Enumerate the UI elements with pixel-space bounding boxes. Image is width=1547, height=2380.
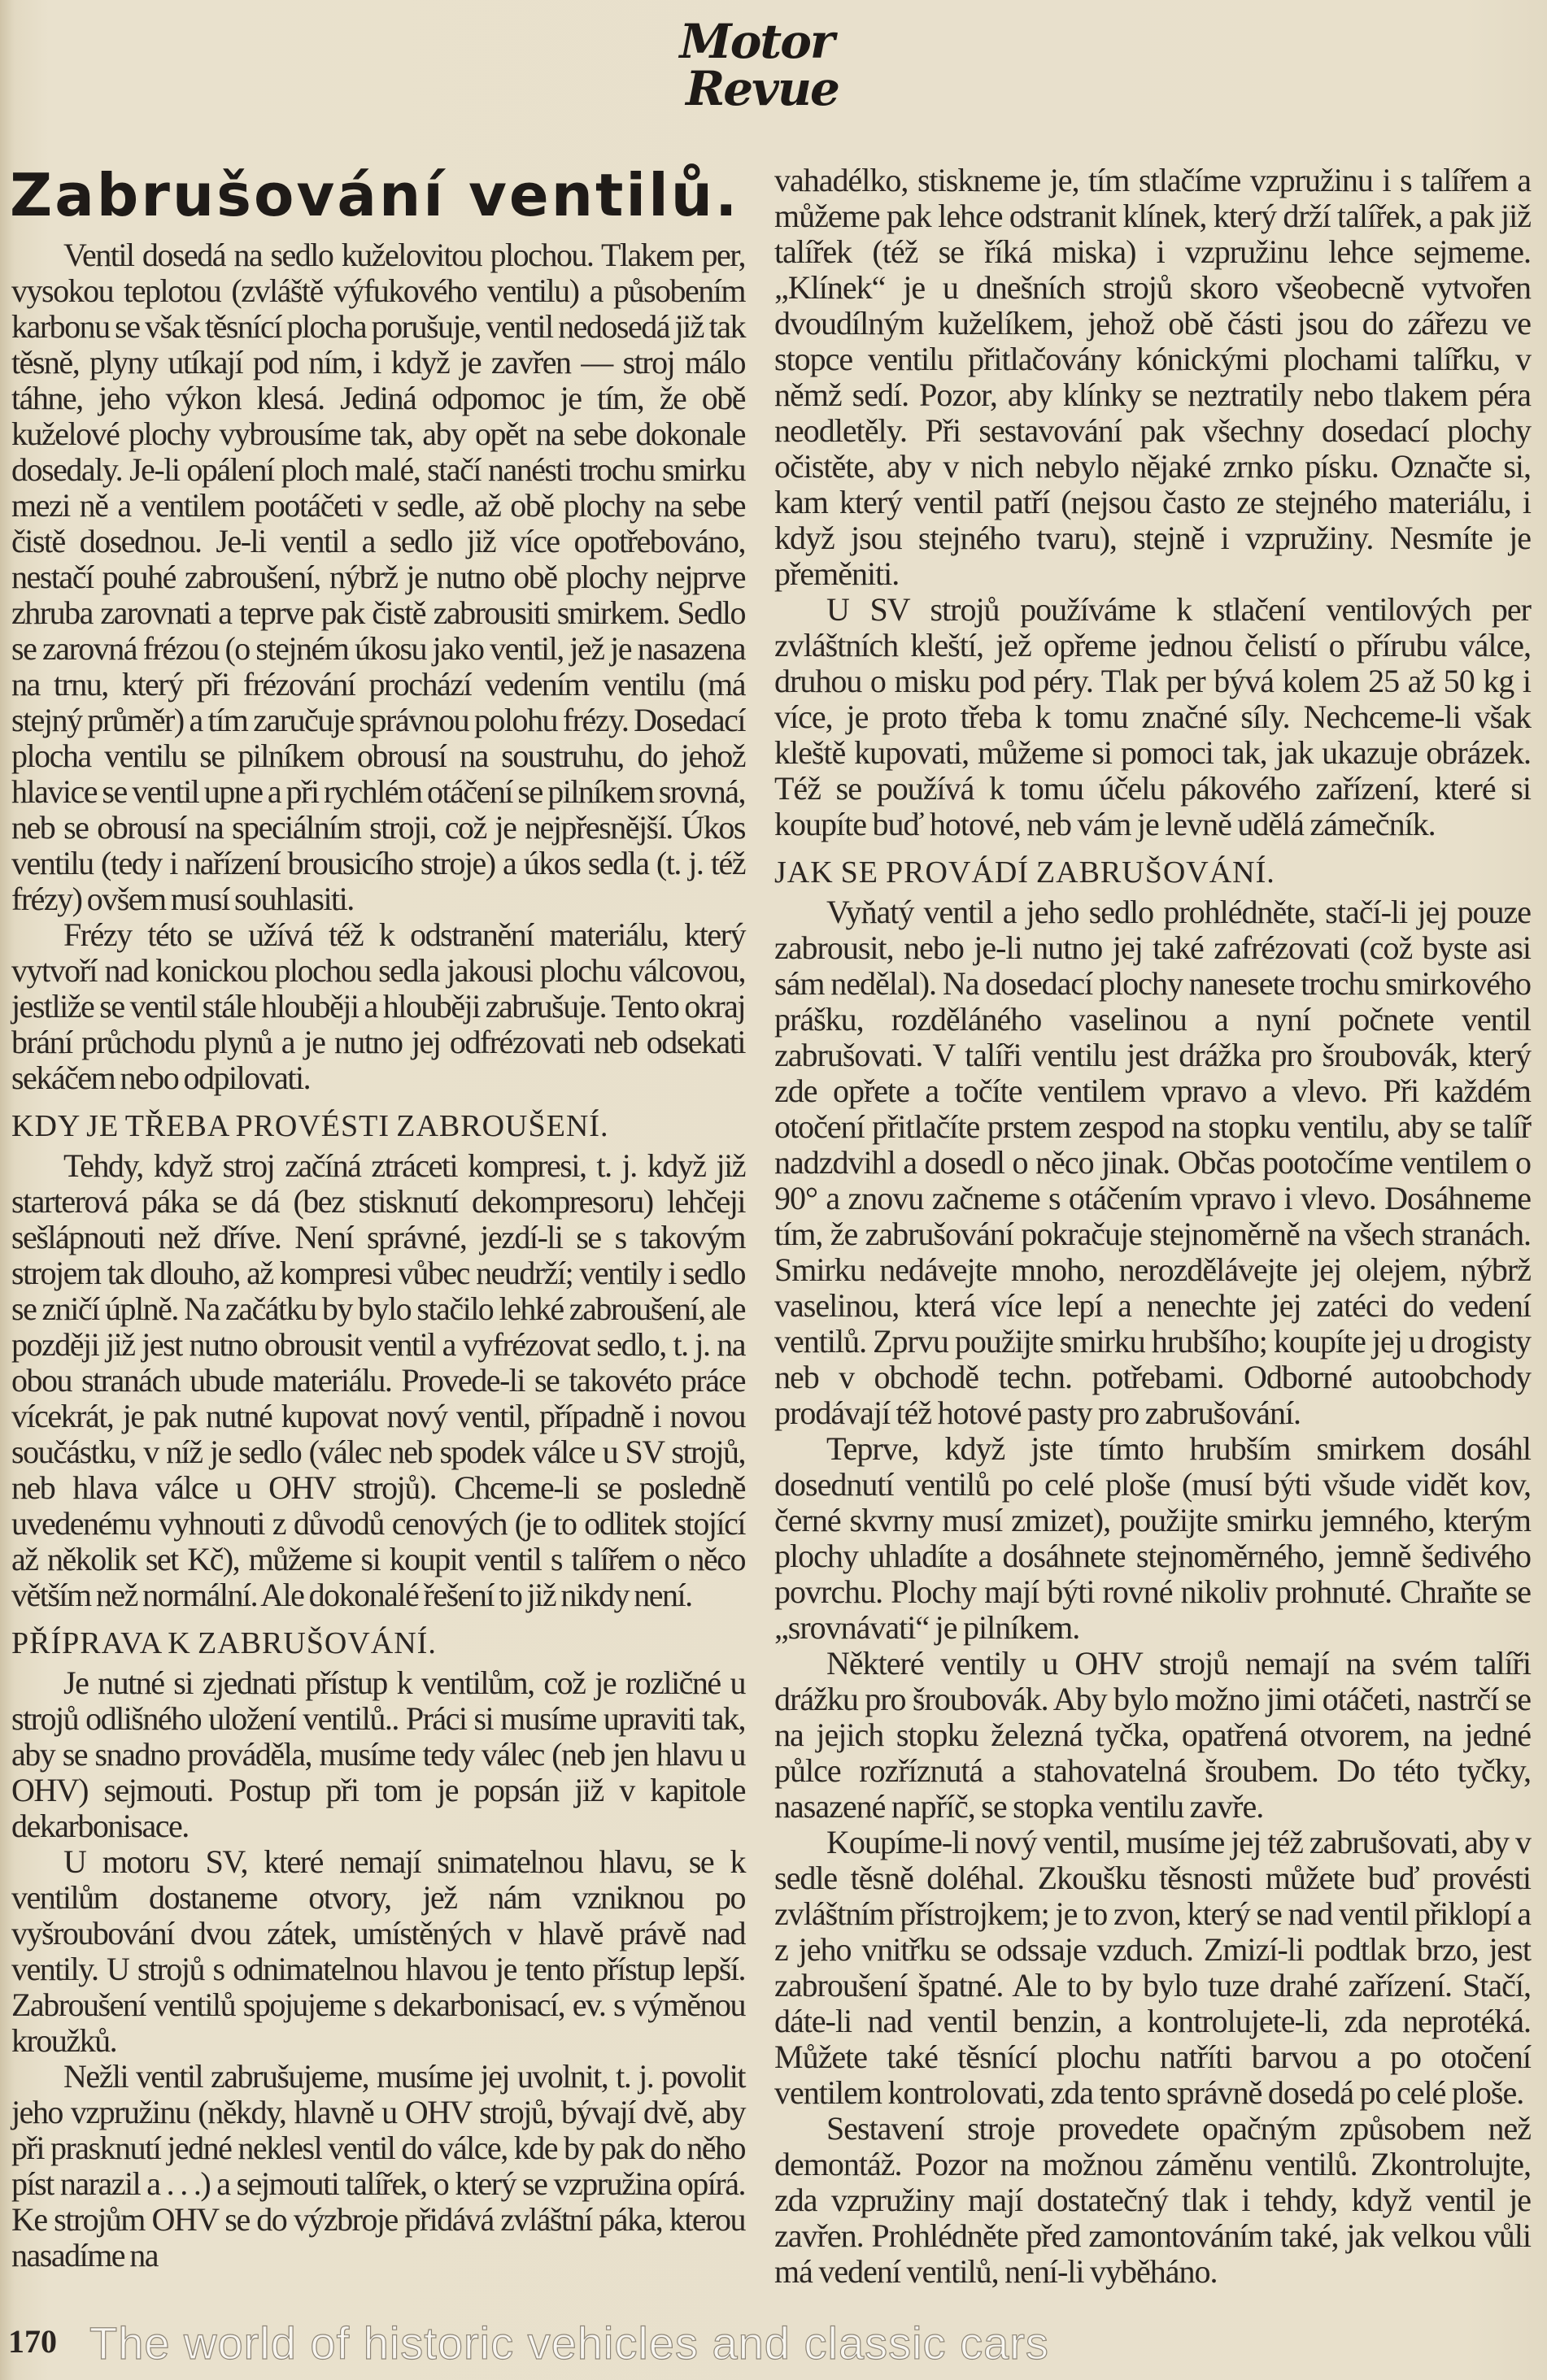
paragraph: Tehdy, když stroj začíná ztráceti kompresi, t. j. když již starterová páka se dá (bez stisknutí dekompresoru) lehčeji sešlápnouti než dříve. Není správné, jezdí-li se s takovým strojem tak dlouho, až kompresi vůbec neudrží; ventily i sedlo se zničí úplně. Na začátku by bylo stačilo lehké zabroušení, ale později již jest nutno obrousit ventil a vyfrézovat sedlo, t. j. na obou stranách ubude materiálu. Provede-li se takovéto práce vícekrát, je pak nutné kupovat nový ventil, případně i novou součástku, v níž je sedlo (válec neb spodek válce u SV strojů, neb hlava válce u OHV strojů). Chceme-li se posledně uvedenému vyhnouti z důvodů cenových (je to odlitek stojící až několik set Kč), můžeme si koupit ventil s talířem o něco větším než normální. Ale dokonalé řešení to již nikdy není. [11, 1147, 745, 1613]
paragraph: Je nutné si zjednati přístup k ventilům, což je rozličné u strojů odlišného uložení ventilů.. Práci si musíme upraviti tak, aby se snadno prováděla, musíme tedy válec (neb jen hlavu u OHV) sejmouti. Postup při tom je popsán již v kapitole dekarbonisace. [11, 1664, 745, 1844]
paragraph: U motoru SV, které nemají snimatelnou hlavu, se k ventilům dostaneme otvory, jež nám vzniknou po vyšroubování dvou zátek, umístěných v hlavě právě nad ventily. U strojů s odnimatelnou hlavou je tento přístup lepší. Zabroušení ventilů spojujeme s dekarbonisací, ev. s výměnou kroužků. [11, 1843, 745, 2059]
paragraph: Vyňatý ventil a jeho sedlo prohlédněte, stačí-li jej pouze zabrousit, nebo je-li nutno jej také zafrézovati (což byste asi sám nedělal). Na dosedací plochy nanesete trochu smirkového prášku, rozděláného vaselinou a nyní počnete ventil zabrušovati. V talíři ventilu jest drážka pro šroubovák, který zde opřete a točíte ventilem vpravo a vlevo. Při každém otočení přitlačíte prstem zespod na stopku ventilu, aby se talíř nadzdvihl a dosedl o něco jinak. Občas pootočíme ventilem o 90° a znovu začneme s otáčením vpravo i vlevo. Dosáhneme tím, že zabrušování pokračuje stejnoměrně na všech stranách. Smirku nedávejte mnoho, nerozdělávejte jej olejem, nýbrž vaselinou, která více lepí a nenechte jej zatéci do vedení ventilů. Zprvu použijte smirku hrubšího; koupíte jej u drogisty neb v obchodě techn. potřebami. Odborné autoobchody prodávají též hotové pasty pro zabrušování. [774, 894, 1531, 1431]
paragraph: Některé ventily u OHV strojů nemají na svém talíři drážku pro šroubovák. Aby bylo možno jimi otáčeti, nastrčí se na jejich stopku železná tyčka, opatřená otvorem, na jedné půlce rozříznutá a stahovatelná šroubem. Do této tyčky, nasazené napříč, se stopka ventilu zavře. [774, 1645, 1531, 1825]
article-title: Zabrušování ventilů. [10, 161, 740, 229]
logo-line-2: Revue [686, 61, 839, 116]
paragraph: Teprve, když jste tímto hrubším smirkem dosáhl dosednutí ventilů po celé ploše (musí býti všude vidět kov, černé skvrny musí zmizet), použijte smirku jemného, kterým plochy uhladíte a dosáhnete stejnoměrného, jemně šedivého povrchu. Plochy mají býti rovné nikoliv prohnuté. Chraňte se „srovnávati“ je pilníkem. [774, 1430, 1531, 1646]
paragraph: Frézy této se užívá též k odstranění materiálu, který vytvoří nad konickou plochou sedla jakousi plochu válcovou, jestliže se ventil stále hlouběji a hlouběji zabrušuje. Tento okraj brání průchodu plynů a je nutno jej odfrézovati neb odsekati sekáčem nebo odpilovati. [11, 916, 745, 1096]
watermark: The world of historic vehicles and classic cars [89, 2317, 1049, 2369]
section-heading: JAK SE PROVÁDÍ ZABRUŠOVÁNÍ. [774, 855, 1275, 890]
section-heading: KDY JE TŘEBA PROVÉSTI ZABROUŠENÍ. [11, 1109, 609, 1143]
left-column [11, 237, 745, 2273]
paragraph: U SV strojů používáme k stlačení ventilových per zvláštních kleští, jež opřeme jednou čelistí o přírubu válce, druhou o misku pod péry. Tlak per bývá kolem 25 až 50 kg i více, je proto třeba k tomu značné síly. Nechceme-li však kleště kupovati, můžeme si pomoci tak, jak ukazuje obrázek. Též se používá k tomu účelu pákového zařízení, které si koupíte buď hotové, neb vám je levně udělá zámečník. [774, 591, 1531, 842]
paragraph: Sestavení stroje provedete opačným způsobem než demontáž. Pozor na možnou záměnu ventilů. Zkontrolujte, zda vzpružiny mají dostatečný tlak i tehdy, když ventil je zavřen. Prohlédněte před zamontováním také, jak velkou vůli má vedení ventilů, není-li vyběháno. [774, 2110, 1531, 2290]
right-column [774, 163, 1531, 2290]
logo-line-1: Motor [679, 14, 834, 69]
paragraph: Ventil dosedá na sedlo kuželovitou plochou. Tlakem per, vysokou teplotou (zvláště výfukového ventilu) a působením karbonu se však těsnící plocha porušuje, ventil nedosedá již tak těsně, plyny utíkají pod ním, i když je zavřen — stroj málo táhne, jeho výkon klesá. Jediná odpomoc je tím, že obě kuželové plochy vybrousíme tak, aby opět na sebe dokonale dosedaly. Je-li opálení ploch malé, stačí nanésti trochu smirku mezi ně a ventilem pootáčeti v sedle, až obě plochy na sebe čistě dosednou. Je-li ventil a sedlo již více opotřebováno, nestačí pouhé zabroušení, nýbrž je nutno obě plochy nejprve zhruba zarovnati a teprve pak čistě zabrousiti smirkem. Sedlo se zarovná frézou (o stejném úkosu jako ventil, jež je nasazena na trnu, který při frézování prochází vedením ventilu (má stejný průměr) a tím zaručuje správnou polohu frézy. Dosedací plocha ventilu se pilníkem obrousí na soustruhu, do jehož hlavice se ventil upne a při rychlém otáčení se pilníkem srovná, neb se obrousí na speciálním stroji, což je nejpřesnější. Úkos ventilu (tedy i nařízení brousicího stroje) a úkos sedla (t. j. též frézy) ovšem musí souhlasiti. [11, 237, 745, 917]
paragraph: Koupíme-li nový ventil, musíme jej též zabrušovati, aby v sedle těsně doléhal. Zkoušku těsnosti můžete buď provésti zvláštním přístrojkem; je to zvon, který se nad ventil přiklopí a z jeho vnitřku se odssaje vzduch. Zmizí-li podtlak brzo, jest zabroušení špatné. Ale to by bylo tuze drahé zařízení. Stačí, dáte-li nad ventil benzin, a kontrolujete-li, zda neprotéká. Můžete také těsnící plochu natříti barvou a po otočení ventilem kontrolovati, zda tento správně dosedá po celé ploše. [774, 1824, 1531, 2111]
paragraph: vahadélko, stiskneme je, tím stlačíme vzpružinu i s talířem a můžeme pak lehce odstranit klínek, který drží talířek, a pak již talířek (též se říká miska) i vzpružinu lehce sejmeme. „Klínek“ je u dnešních strojů skoro všeobecně vytvořen dvoudílným kuželíkem, jehož obě části jsou do zářezu ve stopce ventilu přitlačovány kónickými plochami talířku, v němž sedí. Pozor, aby klínky se neztratily nebo tlakem péra neodletěly. Při sestavování pak všechny dosedací plochy očistěte, aby v nich nebylo nějaké zrnko písku. Označte si, kam který ventil patří (nejsou často ze stejného materiálu, i když jsou stejného tvaru), stejně i vzpružiny. Nesmíte je přeměniti. [774, 162, 1531, 592]
page-number: 170 [8, 2323, 57, 2360]
section-heading: PŘÍPRAVA K ZABRUŠOVÁNÍ. [11, 1626, 437, 1660]
magazine-logo [663, 14, 850, 116]
paragraph: Nežli ventil zabrušujeme, musíme jej uvolnit, t. j. povolit jeho vzpružinu (někdy, hlavně u OHV strojů, bývají dvě, aby při prasknutí jedné neklesl ventil do válce, kde by pak do něho píst narazil a . . .) a sejmouti talířek, o který se vzpružina opírá. Ke strojům OHV se do výzbroje přidává zvláštní páka, kterou nasadíme na [11, 2058, 745, 2273]
